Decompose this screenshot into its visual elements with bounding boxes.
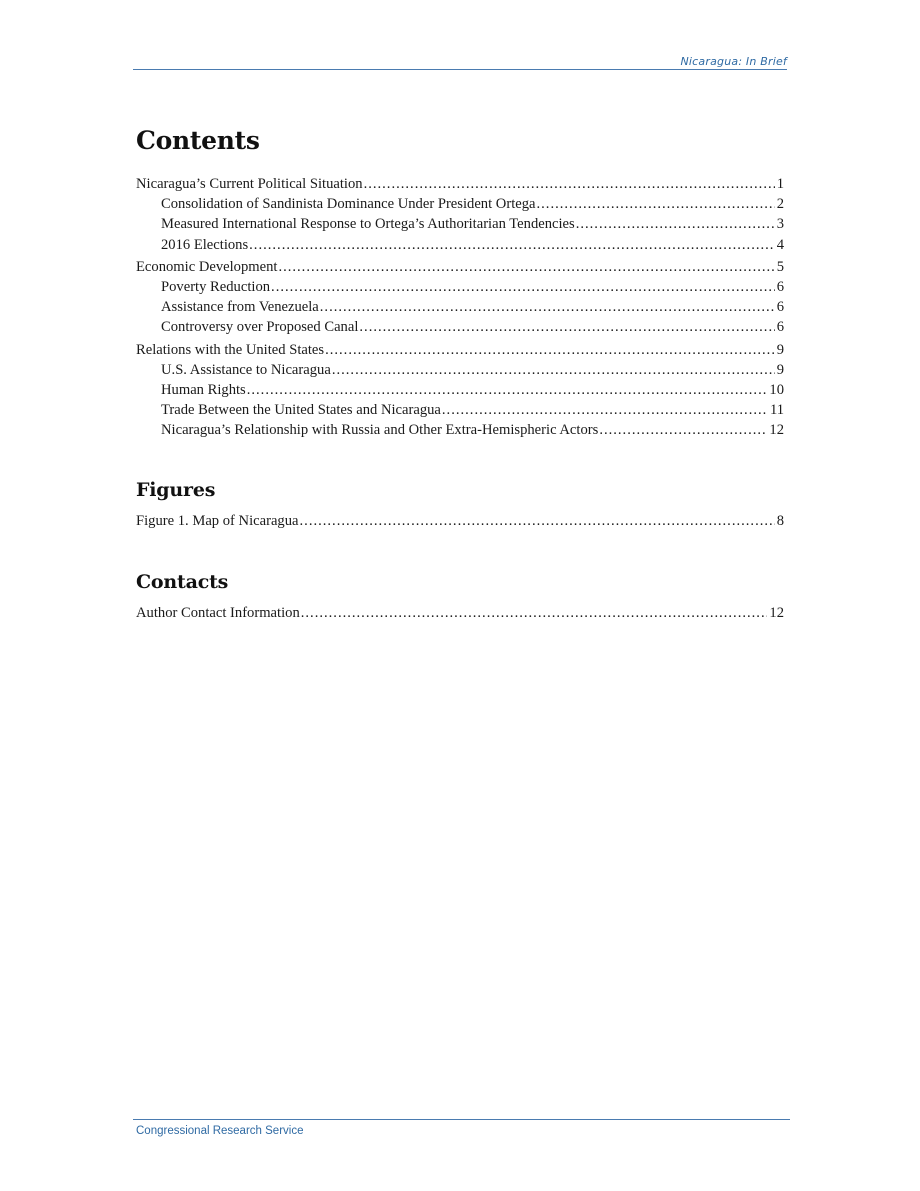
toc-entry-page: 9 bbox=[776, 361, 784, 378]
toc-entry-title: Relations with the United States bbox=[136, 341, 325, 358]
toc-entry-title: Nicaragua’s Current Political Situation bbox=[136, 176, 363, 192]
toc-entry-title: Human Rights bbox=[161, 382, 246, 399]
toc-entry-page: 2 bbox=[776, 196, 784, 213]
toc-entry-page: 12 bbox=[769, 422, 784, 439]
toc-dot-leader bbox=[300, 511, 775, 531]
toc-entry[interactable] bbox=[136, 380, 784, 400]
toc-entry-page: 6 bbox=[776, 299, 784, 316]
toc-entry-title: Consolidation of Sandinista Dominance Under President Ortega bbox=[161, 196, 536, 213]
section-spacer bbox=[136, 531, 784, 569]
toc-entry[interactable] bbox=[136, 420, 784, 440]
toc-entry[interactable] bbox=[136, 257, 784, 277]
figures-list bbox=[136, 511, 784, 531]
toc-entry-page: 1 bbox=[776, 176, 784, 192]
running-footer bbox=[133, 1119, 790, 1138]
toc-entry-page: 5 bbox=[776, 258, 784, 275]
toc-entry-title: Assistance from Venezuela bbox=[161, 299, 319, 316]
toc-entry-title: Trade Between the United States and Nicaragua bbox=[161, 402, 441, 419]
running-header-title: Nicaragua: In Brief bbox=[680, 55, 787, 68]
footer-organization: Congressional Research Service bbox=[136, 1125, 304, 1137]
figures-heading: Figures bbox=[136, 478, 216, 501]
toc-dot-leader bbox=[278, 257, 774, 277]
toc-entry[interactable] bbox=[136, 603, 784, 623]
toc-entry-title: 2016 Elections bbox=[161, 236, 249, 253]
toc-entry-title: Controversy over Proposed Canal bbox=[161, 319, 359, 336]
toc-dot-leader bbox=[320, 297, 775, 317]
contents-heading: Contents bbox=[136, 126, 260, 155]
toc-dot-leader bbox=[249, 235, 775, 255]
contacts-heading: Contacts bbox=[136, 570, 229, 593]
toc-entry[interactable] bbox=[136, 194, 784, 214]
toc-entry-page: 6 bbox=[776, 319, 784, 336]
toc-entry-page: 8 bbox=[776, 512, 784, 529]
toc-dot-leader bbox=[364, 174, 775, 194]
toc-entry-title: Economic Development bbox=[136, 258, 278, 275]
toc-entry-page: 11 bbox=[769, 402, 784, 419]
toc-dot-leader bbox=[442, 400, 768, 420]
contacts-list bbox=[136, 603, 784, 623]
toc-entry[interactable] bbox=[136, 214, 784, 234]
toc-entry-title: Author Contact Information bbox=[136, 604, 300, 621]
toc-dot-leader bbox=[271, 277, 775, 297]
running-header bbox=[133, 54, 787, 70]
toc-dot-leader bbox=[332, 360, 775, 380]
toc-entry-title: Measured International Response to Ortega’s Authoritarian Tendencies bbox=[161, 216, 575, 233]
toc-entry-title: U.S. Assistance to Nicaragua bbox=[161, 361, 331, 378]
toc-dot-leader bbox=[359, 317, 774, 337]
toc-dot-leader bbox=[325, 340, 775, 360]
toc-entry[interactable] bbox=[136, 340, 784, 360]
toc-entry-title: Figure 1. Map of Nicaragua bbox=[136, 512, 299, 529]
toc-dot-leader bbox=[576, 214, 775, 234]
toc-dot-leader bbox=[301, 603, 768, 623]
toc-entry[interactable] bbox=[136, 174, 784, 194]
toc-entry-page: 10 bbox=[769, 382, 784, 399]
toc-dot-leader bbox=[247, 380, 768, 400]
toc-entry[interactable] bbox=[136, 277, 784, 297]
toc-entry[interactable] bbox=[136, 360, 784, 380]
contents-list bbox=[136, 174, 784, 441]
section-spacer bbox=[136, 441, 784, 477]
toc-dot-leader bbox=[537, 194, 775, 214]
toc-entry-page: 6 bbox=[776, 279, 784, 296]
toc-dot-leader bbox=[599, 420, 767, 440]
toc-entry-page: 12 bbox=[769, 604, 784, 621]
table-of-contents bbox=[136, 124, 784, 623]
toc-entry-page: 3 bbox=[776, 216, 784, 233]
toc-entry[interactable] bbox=[136, 511, 784, 531]
toc-entry[interactable] bbox=[136, 235, 784, 255]
toc-entry-page: 9 bbox=[776, 341, 784, 358]
toc-entry[interactable] bbox=[136, 400, 784, 420]
toc-entry[interactable] bbox=[136, 317, 784, 337]
toc-entry-page: 4 bbox=[776, 236, 784, 253]
toc-entry-title: Poverty Reduction bbox=[161, 279, 271, 296]
toc-entry-title: Nicaragua’s Relationship with Russia and Other Extra-Hemispheric Actors bbox=[161, 422, 599, 439]
toc-entry[interactable] bbox=[136, 297, 784, 317]
